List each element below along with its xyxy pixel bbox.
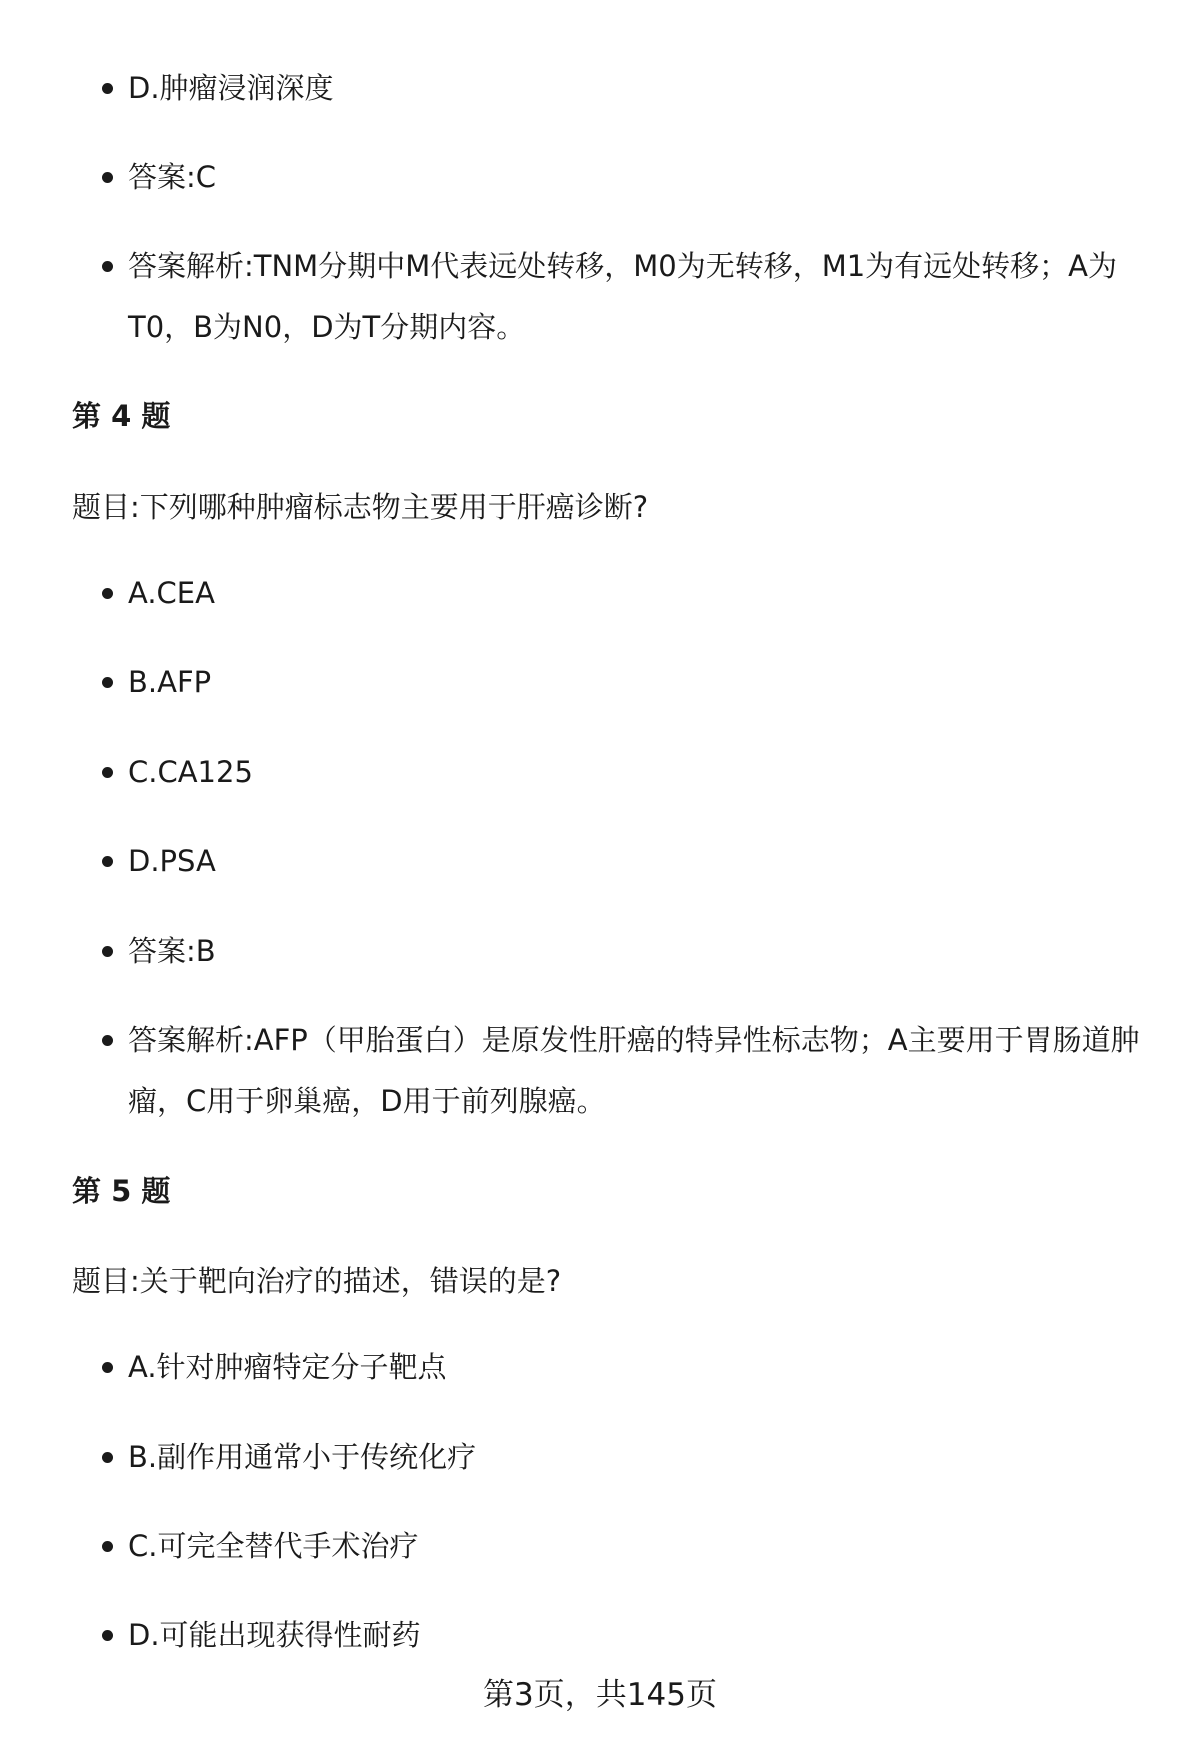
q5-heading: 第 5 题 — [72, 1174, 171, 1208]
page-number-footer: 第3页，共145页 — [483, 1677, 717, 1713]
q4-answer: 答案:B — [128, 921, 1160, 982]
q5-option-a: A.针对肿瘤特定分子靶点 — [128, 1337, 1160, 1398]
q4-option-b: B.AFP — [128, 652, 1160, 713]
q3-explanation: 答案解析:TNM分期中M代表远处转移，M0为无转移，M1为有远处转移；A为T0，B为N0，D为T分期内容。 — [128, 236, 1160, 358]
q4-option-a: A.CEA — [128, 563, 1160, 624]
q5-question: 题目:关于靶向治疗的描述，错误的是? — [72, 1264, 562, 1298]
q5-option-c: C.可完全替代手术治疗 — [128, 1516, 1160, 1577]
q4-question: 题目:下列哪种肿瘤标志物主要用于肝癌诊断? — [72, 490, 649, 524]
q3-option-d: D.肿瘤浸润深度 — [128, 58, 1160, 119]
q3-answer: 答案:C — [128, 147, 1160, 208]
q5-option-d: D.可能出现获得性耐药 — [128, 1605, 1160, 1666]
q4-option-c: C.CA125 — [128, 742, 1160, 803]
q4-option-d: D.PSA — [128, 831, 1160, 892]
q4-explanation: 答案解析:AFP（甲胎蛋白）是原发性肝癌的特异性标志物；A主要用于胃肠道肿瘤，C用于卵巢癌，D用于前列腺癌。 — [128, 1010, 1160, 1132]
q5-option-b: B.副作用通常小于传统化疗 — [128, 1427, 1160, 1488]
q4-heading: 第 4 题 — [72, 399, 171, 433]
